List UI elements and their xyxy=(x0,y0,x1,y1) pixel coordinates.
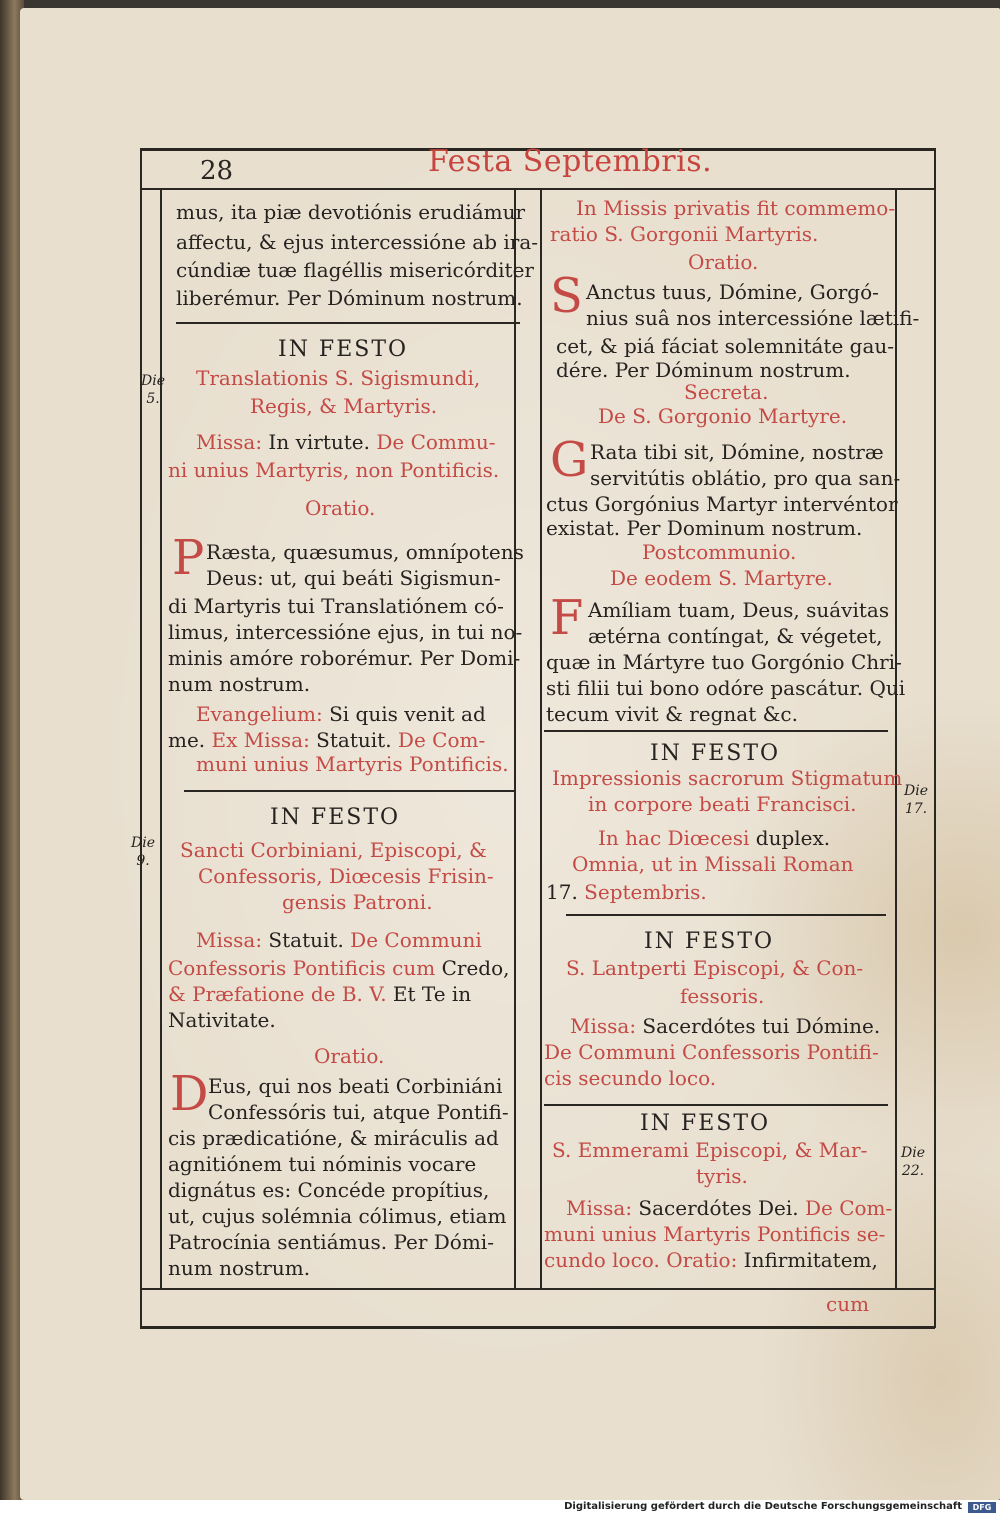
missa-label: Missa: xyxy=(566,1196,633,1220)
prayer-line-4: sti filii tui bono odóre pascátur. Qui xyxy=(546,676,906,700)
postcommunio-subheading: De eodem S. Martyre. xyxy=(610,566,833,590)
missa-line-3 xyxy=(544,1248,878,1272)
drop-cap-initial: P xyxy=(172,530,205,586)
frame-right-inner xyxy=(895,188,897,1288)
cont-line-4: liberémur. Per Dóminum nostrum. xyxy=(176,286,523,310)
prayer-line-4: existat. Per Dominum nostrum. xyxy=(546,516,863,540)
margin-note-word: Die xyxy=(904,783,928,799)
feast-heading: IN FESTO xyxy=(270,805,401,830)
page-number: 28 xyxy=(200,156,234,186)
frame-left-inner xyxy=(160,188,162,1288)
evangelium-label: Evangelium: xyxy=(196,702,323,726)
prayer-line-5: dignátus es: Concéde propítius, xyxy=(168,1178,490,1202)
prayer-line-2: Deus: ut, qui beáti Sigismun- xyxy=(206,566,501,590)
ex-missa-label: Ex Missa: xyxy=(211,728,310,752)
missa-line-1 xyxy=(196,928,482,952)
footer-credit: Digitalisierung gefördert durch die Deutsche Forschungsgemeinschaft xyxy=(564,1501,962,1512)
feast-title-line-1: S. Emmerami Episcopi, & Mar- xyxy=(552,1138,868,1162)
oratio-heading: Oratio. xyxy=(314,1044,385,1068)
evangelium-line-2 xyxy=(168,728,485,752)
frame-center-right xyxy=(540,188,542,1288)
missa-incipit: In virtute. xyxy=(262,430,370,454)
ex-missa-rubric: De Com- xyxy=(391,728,486,752)
feast-heading: IN FESTO xyxy=(650,741,781,766)
frame-center-left xyxy=(514,188,516,1288)
feast-heading: IN FESTO xyxy=(278,337,409,362)
feast-title-line-1: Impressionis sacrorum Stigmatum xyxy=(552,766,903,790)
drop-cap-initial: D xyxy=(170,1066,209,1122)
margin-note-die-5 xyxy=(140,372,166,408)
feast-title-line-2: Regis, & Martyris. xyxy=(250,394,438,418)
feast-note-day: 17. xyxy=(546,880,578,904)
margin-note-word: Die xyxy=(141,373,165,389)
prayer-line-1: Rata tibi sit, Dómine, nostræ xyxy=(590,440,884,464)
missa-rubric: De Commu- xyxy=(369,430,496,454)
feast-heading: IN FESTO xyxy=(640,1111,771,1136)
frame-bottom-outer xyxy=(140,1326,935,1329)
prayer-line-5: minis amóre roborémur. Per Domi- xyxy=(168,646,521,670)
missa-label: Missa: xyxy=(196,928,263,952)
prayer-line-6: ut, cujus solémnia cólimus, etiam xyxy=(168,1204,507,1228)
prayer-line-8: num nostrum. xyxy=(168,1256,311,1280)
missa-incipit: Statuit. xyxy=(262,928,344,952)
missa-line-1 xyxy=(566,1196,892,1220)
frame-left-outer xyxy=(140,148,142,1328)
prayer-line-3: di Martyris tui Translatiónem có- xyxy=(168,594,504,618)
divider-rule xyxy=(176,322,520,324)
missa-label: Missa: xyxy=(570,1014,637,1038)
ex-missa-text: Statuit. xyxy=(309,728,392,752)
margin-note-day: 17. xyxy=(904,801,928,817)
oratio-heading: Oratio. xyxy=(688,250,759,274)
feast-note-rubric: In hac Diœcesi xyxy=(598,826,750,850)
prayer-line-2: ætérna contíngat, & végetet, xyxy=(588,624,883,648)
prayer-line-7: Patrocínia sentiámus. Per Dómi- xyxy=(168,1230,494,1254)
missa-rubric: De Communi xyxy=(343,928,482,952)
margin-note-day: 5. xyxy=(146,391,160,407)
missa-line-3: cis secundo loco. xyxy=(544,1066,717,1090)
evangelium-line-3: muni unius Martyris Pontificis. xyxy=(196,752,509,776)
cont-line-3: cúndiæ tuæ flagéllis misericórditer xyxy=(176,258,534,282)
feast-title-line-2: in corpore beati Francisci. xyxy=(588,792,857,816)
missa-line-2: De Communi Confessoris Pontifi- xyxy=(544,1040,879,1064)
prayer-line-5: tecum vivit & regnat &c. xyxy=(546,702,798,726)
margin-note-die-9 xyxy=(128,834,158,870)
secreta-subheading: De S. Gorgonio Martyre. xyxy=(598,404,848,428)
margin-note-die-22 xyxy=(896,1144,930,1180)
prayer-line-1: Eus, qui nos beati Corbiniáni xyxy=(208,1074,503,1098)
drop-cap-initial: G xyxy=(550,432,589,488)
feast-note-month: Septembris. xyxy=(577,880,707,904)
commemoratio-line-2: ratio S. Gorgonii Martyris. xyxy=(550,222,819,246)
margin-note-die-17 xyxy=(900,782,932,818)
missa-label: Missa: xyxy=(196,430,263,454)
feast-note-line-1 xyxy=(598,826,830,850)
frame-bottom-rule xyxy=(140,1288,935,1290)
divider-rule xyxy=(544,1104,888,1106)
divider-rule xyxy=(544,730,888,732)
frame-right-outer xyxy=(934,148,936,1328)
oratio-incipit: Infirmitatem, xyxy=(737,1248,878,1272)
missa-rubric: De Com- xyxy=(798,1196,893,1220)
dfg-logo: DFG xyxy=(968,1502,996,1513)
feast-title-line-2: fessoris. xyxy=(680,984,765,1008)
feast-note-line-3 xyxy=(546,880,707,904)
prayer-line-2: nius suâ nos intercessióne lætifi- xyxy=(586,306,920,330)
running-title: Festa Septembris. xyxy=(428,144,713,179)
missa-rubric: Confessoris Pontificis cum xyxy=(168,956,436,980)
digitization-footer xyxy=(0,1500,1000,1516)
divider-rule xyxy=(184,790,514,792)
feast-note-line-2: Omnia, ut in Missali Roman xyxy=(572,852,854,876)
missa-line-4: Nativitate. xyxy=(168,1008,276,1032)
missa-incipit: Sacerdótes tui Dómine. xyxy=(636,1014,881,1038)
margin-note-word: Die xyxy=(901,1145,925,1161)
margin-note-day: 9. xyxy=(136,853,150,869)
feast-heading: IN FESTO xyxy=(644,929,775,954)
commemoratio-line-1: In Missis privatis fit commemo- xyxy=(576,196,896,220)
prayer-line-3: cis prædicatióne, & miráculis ad xyxy=(168,1126,499,1150)
postcommunio-heading: Postcommunio. xyxy=(642,540,797,564)
prayer-line-1: Anctus tuus, Dómine, Gorgó- xyxy=(586,280,879,304)
margin-note-word: Die xyxy=(131,835,155,851)
cont-line-2: affectu, & ejus intercessióne ab ira- xyxy=(176,230,539,254)
feast-title-line-2: tyris. xyxy=(696,1164,748,1188)
prayer-line-4: dére. Per Dóminum nostrum. xyxy=(556,358,851,382)
missa-line-3 xyxy=(168,982,471,1006)
prayer-line-6: num nostrum. xyxy=(168,672,311,696)
prayer-line-1: Amíliam tuam, Deus, suávitas xyxy=(588,598,890,622)
drop-cap-initial: S xyxy=(550,268,583,324)
prayer-line-3: ctus Gorgónius Martyr intervéntor xyxy=(546,492,898,516)
secreta-heading: Secreta. xyxy=(684,380,769,404)
missa-line-2: ni unius Martyris, non Pontificis. xyxy=(168,458,500,482)
missa-line-1 xyxy=(570,1014,880,1038)
missa-line-2: muni unius Martyris Pontificis se- xyxy=(544,1222,886,1246)
prayer-line-4: limus, intercessióne ejus, in tui no- xyxy=(168,620,523,644)
missa-rubric: cundo loco. xyxy=(544,1248,660,1272)
missa-line-2 xyxy=(168,956,509,980)
cont-line-1: mus, ita piæ devotiónis erudiámur xyxy=(176,200,526,224)
missa-line-1 xyxy=(196,430,495,454)
prayer-line-4: agnitiónem tui nóminis vocare xyxy=(168,1152,477,1176)
drop-cap-initial: F xyxy=(550,590,584,646)
feast-title-line-1: Sancti Corbiniani, Episcopi, & xyxy=(180,838,487,862)
evangelium-text: me. xyxy=(168,728,212,752)
frame-header-rule xyxy=(140,188,935,190)
feast-title-line-3: gensis Patroni. xyxy=(282,890,433,914)
evangelium-line-1 xyxy=(196,702,486,726)
prayer-line-3: quæ in Mártyre tuo Gorgónio Chri- xyxy=(546,650,902,674)
feast-title-line-1: S. Lantperti Episcopi, & Con- xyxy=(566,956,864,980)
oratio-heading: Oratio. xyxy=(305,496,376,520)
missa-rubric: & Præfatione de B. V. xyxy=(168,982,387,1006)
catchword: cum xyxy=(826,1292,870,1316)
missa-incipit: Sacerdótes Dei. xyxy=(632,1196,799,1220)
feast-note-rank: duplex. xyxy=(749,826,831,850)
prayer-line-3: cet, & piá fáciat solemnitáte gau- xyxy=(556,334,895,358)
prayer-line-1: Ræsta, quæsumus, omnípotens xyxy=(206,540,524,564)
evangelium-text: Si quis venit ad xyxy=(322,702,486,726)
missa-text: Credo, xyxy=(435,956,510,980)
feast-title-line-1: Translationis S. Sigismundi, xyxy=(196,366,481,390)
prayer-line-2: Confessóris tui, atque Pontifi- xyxy=(208,1100,509,1124)
oratio-label: Oratio: xyxy=(659,1248,738,1272)
divider-rule xyxy=(566,914,886,916)
feast-title-line-2: Confessoris, Diœcesis Frisin- xyxy=(198,864,494,888)
prayer-line-2: servitútis oblátio, pro qua san- xyxy=(590,466,901,490)
missa-text: Et Te in xyxy=(386,982,472,1006)
margin-note-day: 22. xyxy=(901,1163,925,1179)
